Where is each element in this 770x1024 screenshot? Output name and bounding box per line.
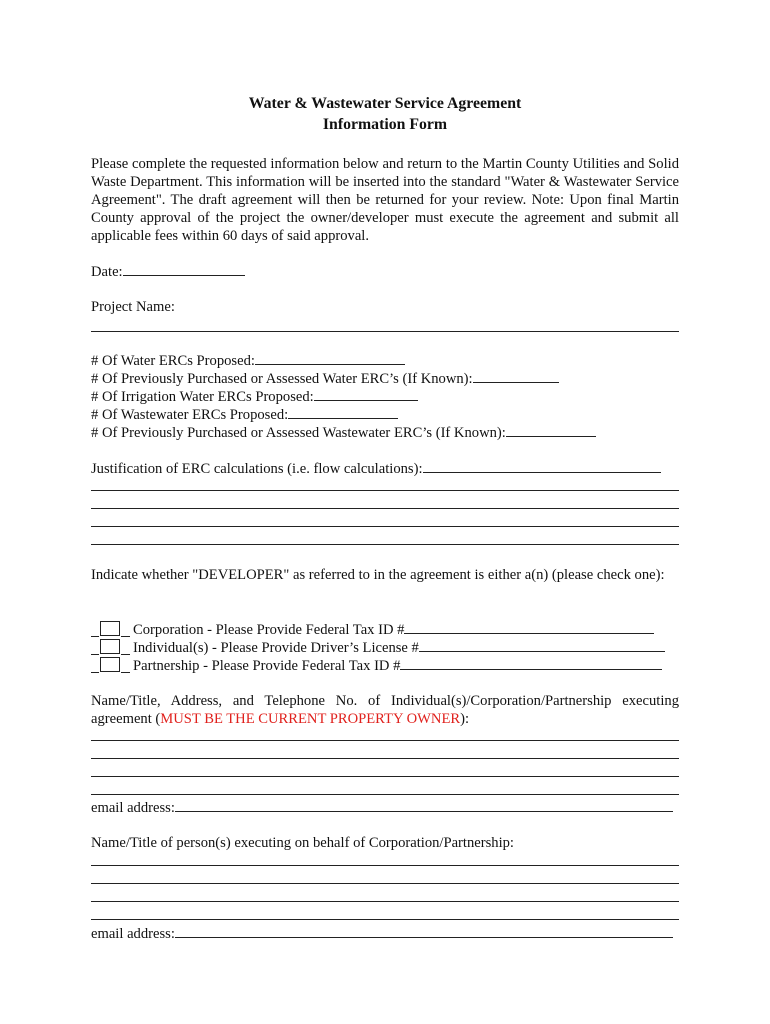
erc-irrigation-field[interactable] <box>314 387 418 401</box>
email-row-2 <box>91 924 673 943</box>
executor-line[interactable] <box>91 865 679 866</box>
intro-paragraph: Please complete the requested information below and return to the Martin County Utilities and Solid Waste Department. This information will be inserted into the standard "Water & Wastewater Service Agreement". The draft agreement will then be returned for your review. Note: Upon final Martin County approval of the project the owner/developer must execute the agreement and submit all applicable fees within 60 days of said approval. <box>91 156 679 244</box>
email-field-2[interactable] <box>175 924 673 938</box>
option-label: Corporation - Please Provide Federal Tax ID # <box>133 622 405 638</box>
justification-label: Justification of ERC calculations (i.e. flow calculations): <box>91 461 423 477</box>
executor-line[interactable] <box>91 901 679 902</box>
individual-checkbox[interactable] <box>91 639 131 655</box>
justification-line[interactable] <box>91 490 679 491</box>
erc-water-field[interactable] <box>255 351 405 365</box>
erc-row-previous-wastewater <box>91 423 596 442</box>
drivers-license-field[interactable] <box>419 638 665 652</box>
project-name-field[interactable] <box>91 331 679 332</box>
justification-line[interactable] <box>91 508 679 509</box>
erc-wastewater-field[interactable] <box>288 405 398 419</box>
project-name-label: Project Name: <box>91 299 175 315</box>
owner-info-text-end: ): <box>460 711 470 727</box>
owner-warning: MUST BE THE CURRENT PROPERTY OWNER <box>160 711 461 727</box>
erc-row-water <box>91 351 405 370</box>
email-row-1 <box>91 798 673 817</box>
owner-info-line[interactable] <box>91 758 679 759</box>
option-label: Individual(s) - Please Provide Driver’s License # <box>133 640 419 656</box>
erc-row-wastewater <box>91 405 398 424</box>
owner-info-line[interactable] <box>91 794 679 795</box>
erc-label: # Of Previously Purchased or Assessed Water ERC’s (If Known): <box>91 371 473 387</box>
executor-line[interactable] <box>91 919 679 920</box>
email-field-1[interactable] <box>175 798 673 812</box>
date-field[interactable] <box>123 262 245 276</box>
erc-label: # Of Irrigation Water ERCs Proposed: <box>91 389 314 405</box>
option-label: Partnership - Please Provide Federal Tax ID # <box>133 658 401 674</box>
corporation-checkbox[interactable] <box>91 621 131 637</box>
justification-field[interactable] <box>423 459 661 473</box>
federal-tax-id-field[interactable] <box>404 620 654 634</box>
owner-info-line[interactable] <box>91 740 679 741</box>
owner-info-line[interactable] <box>91 776 679 777</box>
partnership-tax-id-field[interactable] <box>400 656 662 670</box>
justification-row <box>91 459 661 478</box>
owner-info-label <box>91 692 679 728</box>
developer-question: Indicate whether "DEVELOPER" as referred to in the agreement is either a(n) (please check one): <box>91 567 665 583</box>
erc-label: # Of Water ERCs Proposed: <box>91 353 255 369</box>
partnership-checkbox[interactable] <box>91 657 131 673</box>
erc-label: # Of Wastewater ERCs Proposed: <box>91 407 289 423</box>
erc-row-irrigation <box>91 387 418 406</box>
erc-row-previous-water <box>91 369 559 388</box>
owner-info-text: Name/Title, Address, and Telephone No. of Individual(s)/Corporation/Partnership executing agreement ( <box>91 693 679 727</box>
email-label: email address: <box>91 926 175 942</box>
erc-previous-water-field[interactable] <box>473 369 559 383</box>
erc-previous-wastewater-field[interactable] <box>506 423 596 437</box>
justification-line[interactable] <box>91 544 679 545</box>
developer-option-individual <box>91 638 665 657</box>
developer-option-corporation <box>91 620 654 639</box>
date-label: Date: <box>91 264 123 280</box>
erc-label: # Of Previously Purchased or Assessed Wastewater ERC’s (If Known): <box>91 425 506 441</box>
email-label: email address: <box>91 800 175 816</box>
form-title: Water & Wastewater Service Agreement <box>248 95 522 112</box>
executor-line[interactable] <box>91 883 679 884</box>
date-row <box>91 262 245 281</box>
form-subtitle: Information Form <box>322 116 448 133</box>
executor-label: Name/Title of person(s) executing on behalf of Corporation/Partnership: <box>91 835 514 851</box>
developer-option-partnership <box>91 656 662 675</box>
justification-line[interactable] <box>91 526 679 527</box>
